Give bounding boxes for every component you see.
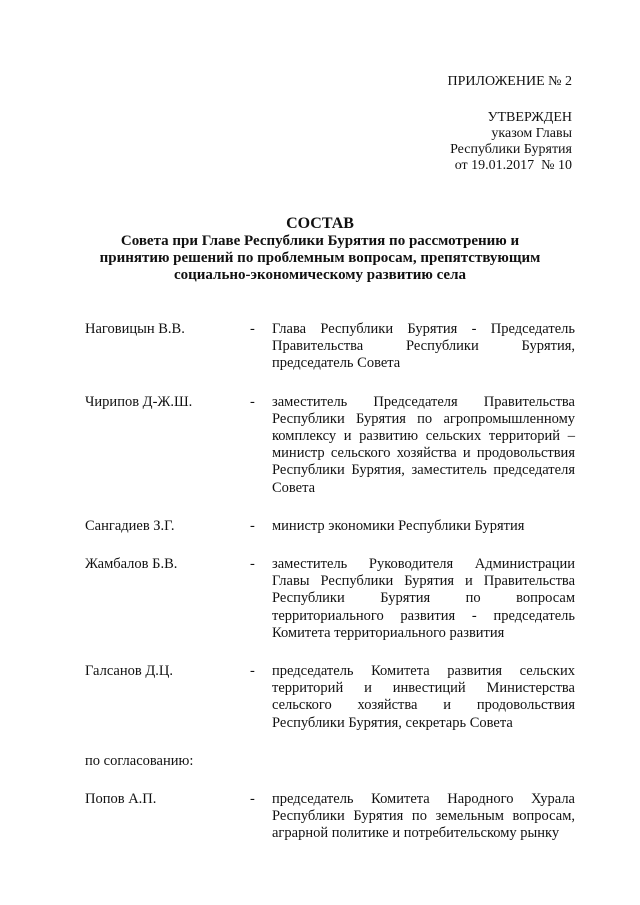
member-name: Чирипов Д-Ж.Ш. [85,393,193,410]
annex-label: ПРИЛОЖЕНИЕ № 2 [447,74,572,89]
members-list [85,321,575,863]
member-dash: - [250,663,255,680]
member-name: Попов А.П. [85,790,157,807]
document-title [0,215,640,284]
title-head: СОСТАВ [286,215,354,232]
member-role: министр экономики Республики Бурятия [272,517,525,534]
decree-date: от 19.01.2017 № 10 [454,158,572,173]
member-dash: - [250,517,255,534]
member-role: заместитель Руководителя Администрации Главы Республики Бурятия и Правительства Республики Бурятия по вопросам территориального развития - председатель Комитета территориального развития [272,556,575,641]
member-row [85,556,575,642]
member-role: заместитель Председателя Правительства Республики Бурятия по агропромышленному комплексу и развитию сельских территорий – министр сельского хозяйства и продовольствия Республики Бурятия, заместитель председателя Совета [272,393,575,496]
approval-block [448,74,573,174]
title-line-3: социально-экономическому развитию села [173,267,467,283]
agreement-note: по согласованию: [85,752,194,769]
member-name: Сангадиев З.Г. [85,517,175,534]
member-row [85,321,575,373]
member-dash: - [250,393,255,410]
member-role: Глава Республики Бурятия - Председатель Правительства Республики Бурятия, председатель Совета [272,321,575,372]
member-row [85,394,575,497]
member-row [85,663,575,732]
member-name: Жамбалов Б.В. [85,556,178,573]
decree-label: указом Главы [491,126,572,141]
member-row [85,791,575,843]
republic-label: Республики Бурятия [450,142,572,157]
member-dash: - [250,321,255,337]
member-row [85,518,575,535]
member-name: Галсанов Д.Ц. [85,663,173,680]
member-dash: - [250,790,255,807]
member-role: председатель Комитета Народного Хурала Республики Бурятия по земельным вопросам, аграрной политике и потребительскому рынку [272,790,575,842]
member-name: Наговицын В.В. [85,321,185,337]
title-line-2: принятию решений по проблемным вопросам, препятствующим [99,250,541,266]
approved-label: УТВЕРЖДЕН [487,110,572,125]
member-role: председатель Комитета развития сельских территорий и инвестиций Министерства сельского хозяйства и продовольствия Республики Бурятия, секретарь Совета [272,663,575,731]
member-dash: - [250,556,255,573]
title-line-1: Совета при Главе Республики Бурятия по рассмотрению и [120,233,520,249]
